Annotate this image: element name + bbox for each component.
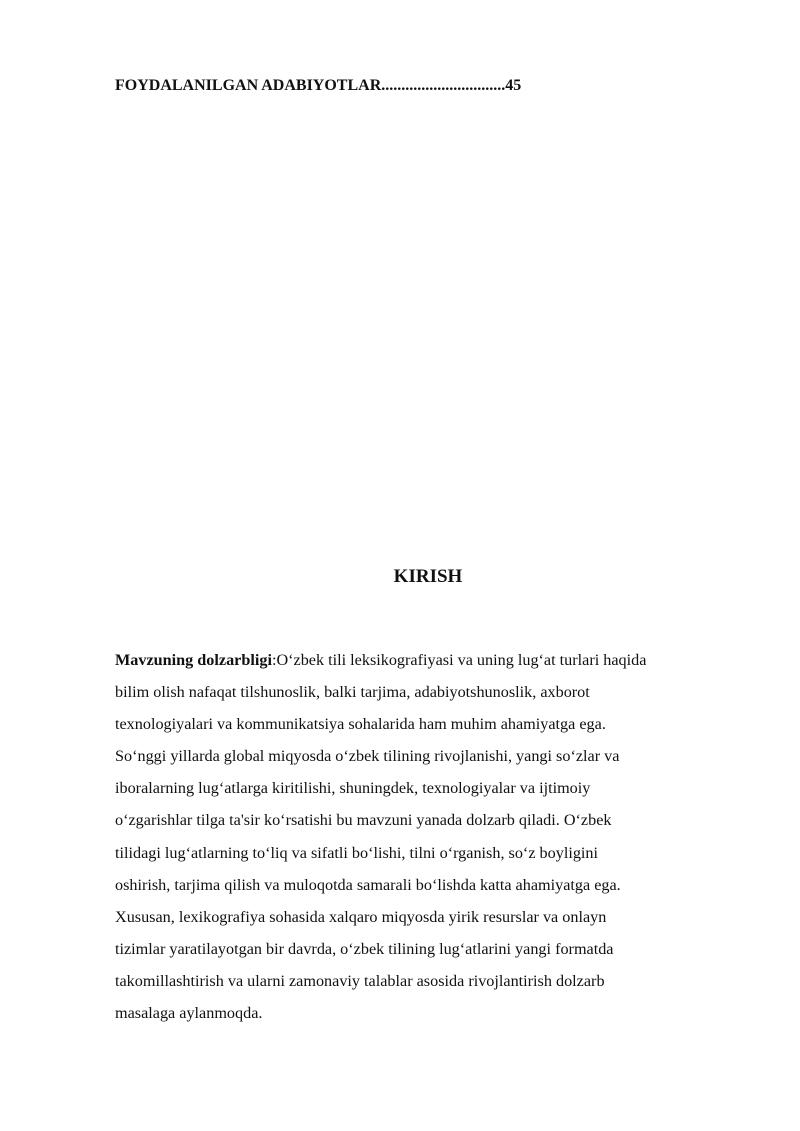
paragraph-line: masalaga aylanmoqda. xyxy=(115,1004,263,1023)
paragraph-lead: Mavzuning dolzarbligi xyxy=(115,651,272,669)
paragraph-line: oshirish, tarjima qilish va muloqotda samarali bo‘lishda katta ahamiyatga ega. xyxy=(115,875,621,894)
paragraph-line: iboralarning lug‘atlarga kiritilishi, shuningdek, texnologiyalar va ijtimoiy xyxy=(115,779,591,798)
paragraph-line: tizimlar yaratilayotgan bir davrda, o‘zbek tilining lug‘atlarini yangi formatda xyxy=(115,939,614,958)
paragraph-line: texnologiyalari va kommunikatsiya sohalarida ham muhim ahamiyatga ega. xyxy=(115,715,606,734)
toc-entry-references: FOYDALANILGAN ADABIYOTLAR...............................45 xyxy=(115,77,522,94)
paragraph-line: So‘nggi yillarda global miqyosda o‘zbek tilining rivojlanishi, yangi so‘zlar va xyxy=(115,747,620,766)
paragraph-line: tilidagi lug‘atlarning to‘liq va sifatli bo‘lishi, tilni o‘rganish, so‘z boyligini xyxy=(115,843,599,862)
paragraph-line-text: :O‘zbek tili leksikografiyasi va uning lug‘at turlari haqida xyxy=(271,651,647,669)
intro-paragraph xyxy=(115,644,745,1029)
section-title: KIRISH xyxy=(393,566,463,587)
paragraph-line: Xususan, lexikografiya sohasida xalqaro miqyosda yirik resurslar va onlayn xyxy=(115,907,607,926)
paragraph-line: takomillashtirish va ularni zamonaviy talablar asosida rivojlantirish dolzarb xyxy=(115,971,605,990)
paragraph-line: o‘zgarishlar tilga ta'sir ko‘rsatishi bu mavzuni yanada dolzarb qiladi. O‘zbek xyxy=(115,811,612,830)
paragraph-line xyxy=(115,644,745,676)
paragraph-line: bilim olish nafaqat tilshunoslik, balki tarjima, adabiyotshunoslik, axborot xyxy=(115,683,590,702)
